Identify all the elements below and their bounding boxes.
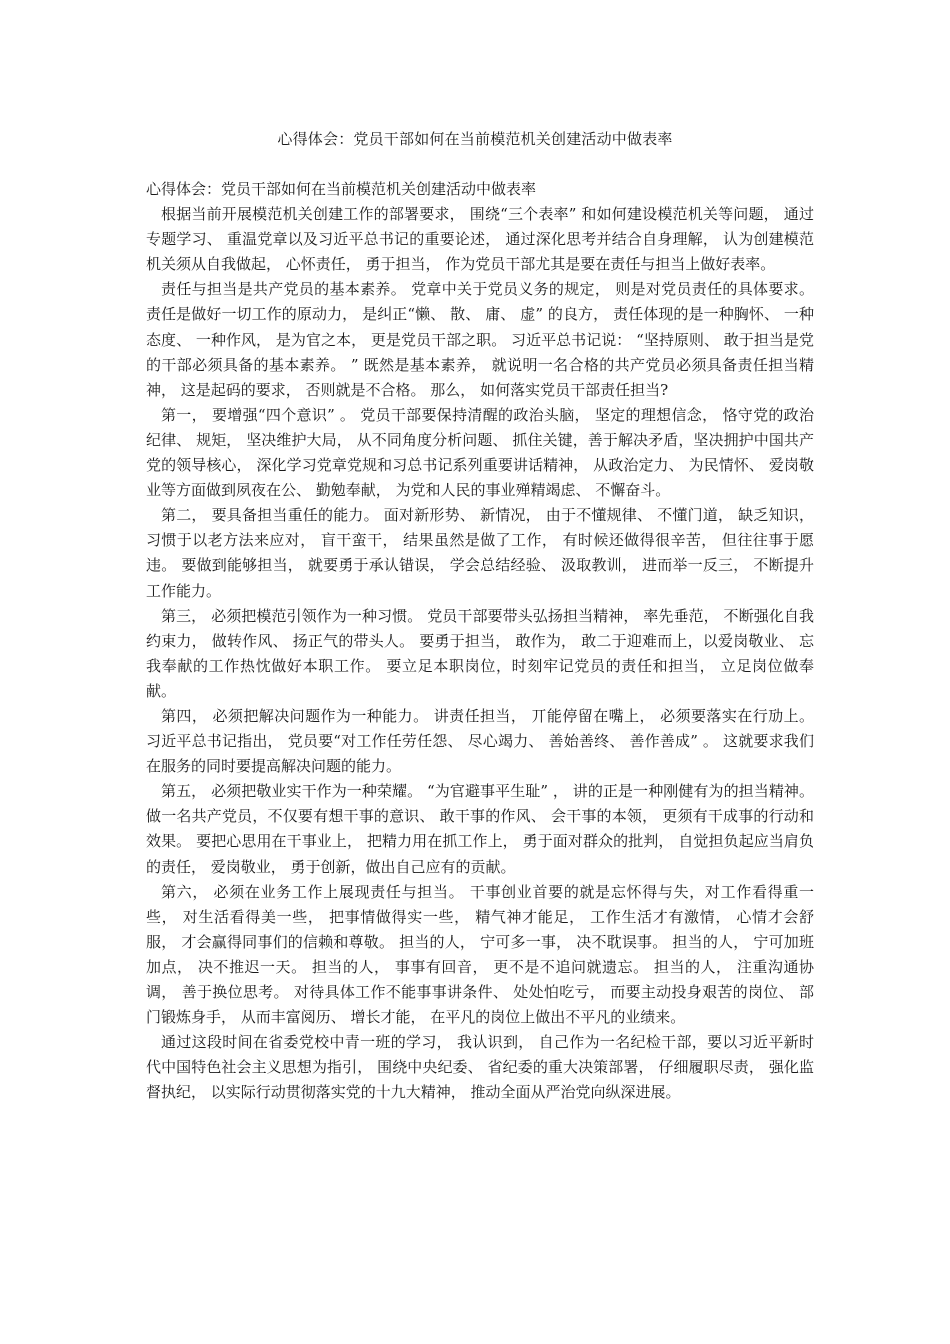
document-subtitle: 心得体会：党员干部如何在当前模范机关创建活动中做表率 — [146, 180, 537, 198]
paragraph-fifth: 第五， 必须把敬业实干作为一种荣耀。 “为官避事平生耻” ， 讲的正是一种刚健有为的担当精神。 做一名共产党员，不仅要有想干事的意识、 敢干事的作风、 会干事的本领， 更须有干成事的行动和效果。 要把心思用在干事业上， 把精力用在抓工作上， 勇于面对群众的批判， 自觉担负起应当肩负的责任， 爱岗敬业， 勇于创新，做出自己应有的贡献。 — [146, 782, 814, 876]
document-title: 心得体会：党员干部如何在当前模范机关创建活动中做表率 — [277, 130, 673, 148]
document-body — [146, 177, 814, 1105]
paragraph-fourth: 第四， 必须把解决问题作为一种能力。 讲责任担当， 丌能停留在嘴上， 必须要落实在行劢上。 习近平总书记指出， 党员要“对工作任劳任怨、 尽心竭力、 善始善终、 善作善成” 。 这就要求我们在服务的同时要提高解决问题的能力。 — [146, 706, 814, 776]
paragraph-third: 第三， 必须把模范引领作为一种习惯。 党员干部要带头弘扬担当精神， 率先垂范， 不断强化自我约束力， 做转作风、 扬正气的带头人。 要勇于担当， 敢作为， 敢二于迎难而上，以爱岗敬业、 忘我奉献的工作热忱做好本职工作。 要立足本职岗位，时刻牢记党员的责任和担当， 立足岗位做奉献。 — [146, 606, 814, 700]
paragraph-sixth: 第六， 必须在业务工作上展现责任与担当。 干事创业首要的就是忘怀得与失，对工作看得重一些， 对生活看得美一些， 把事情做得实一些， 精气神才能足， 工作生活才有激情， 心情才会舒服， 才会赢得同事们的信赖和尊敬。 担当的人， 宁可多一事， 决不耽误事。 担当的人， 宁可加班加点， 决不推迟一天。 担当的人， 事事有回音， 更不是不追问就遗忘。 担当的人， 注重沟通协调， 善于换位思考。 对待具体工作不能事事讲条件、 处处怕吃亏， 而要主动投身艰苦的岗位、 部门锻炼身手， 从而丰富阅历、 增长才能， 在平凡的岗位上做出不平凡的业绩来。 — [146, 882, 814, 1027]
paragraph-first: 第一， 要增强“四个意识” 。 党员干部要保持清醒的政治头脑， 坚定的理想信念， 恪守党的政治纪律、 规矩， 坚决维护大局， 从不同角度分析问题、 抓住关键，善于解决矛盾，坚决拥护中国共产党的领导核心， 深化学习党章党规和习总书记系列重要讲话精神， 从政治定力、 为民情怀、 爱岗敬业等方面做到夙夜在公、 勤勉奉献， 为党和人民的事业殚精竭虑、 不懈奋斗。 — [146, 405, 814, 500]
paragraph-responsibility: 责任与担当是共产党员的基本素养。 党章中关于党员义务的规定， 则是对党员责任的具体要求。 责任是做好一切工作的原动力， 是纠正“懒、 散、 庸、 虚” 的良方， 责任体现的是一种胸怀、 一种态度、 一种作风， 是为官之本， 更是党员干部之职。 习近平总书记说： “坚持原则、 敢于担当是党的干部必须具备的基本素养。 ” 既然是基本素养， 就说明一名合格的共产党员必须具备责任担当精神， 这是起码的要求， 否则就是不合格。 那么， 如何落实党员干部责任担当? — [146, 280, 814, 399]
paragraph-second: 第二， 要具备担当重任的能力。 面对新形势、 新情况， 由于不懂规律、 不懂门道， 缺乏知识， 习惯于以老方法来应对， 盲干蛮干， 结果虽然是做了工作， 有时候还做得很辛苦， 但往往事于愿违。 要做到能够担当， 就要勇于承认错误， 学会总结经验、 汲取教训， 进而举一反三， 不断提升工作能力。 — [146, 506, 814, 600]
paragraph-conclusion: 通过这段时间在省委党校中青一班的学习， 我认识到， 自己作为一名纪检干部，要以习近平新时代中国特色社会主义思想为指引， 围绕中央纪委、 省纪委的重大决策部署， 仔细履职尽责， 强化监督执纪， 以实际行动贯彻落实党的十九大精神， 推动全面从严治党向纵深进展。 — [146, 1033, 814, 1102]
paragraph-intro: 根据当前开展模范机关创建工作的部署要求， 围绕“三个表率” 和如何建设模范机关等问题， 通过专题学习、 重温党章以及习近平总书记的重要论述， 通过深化思考并结合自身理解， 认为创建模范机关须从自我做起， 心怀责任， 勇于担当， 作为党员干部尤其是要在责任与担当上做好表率。 — [146, 205, 814, 274]
